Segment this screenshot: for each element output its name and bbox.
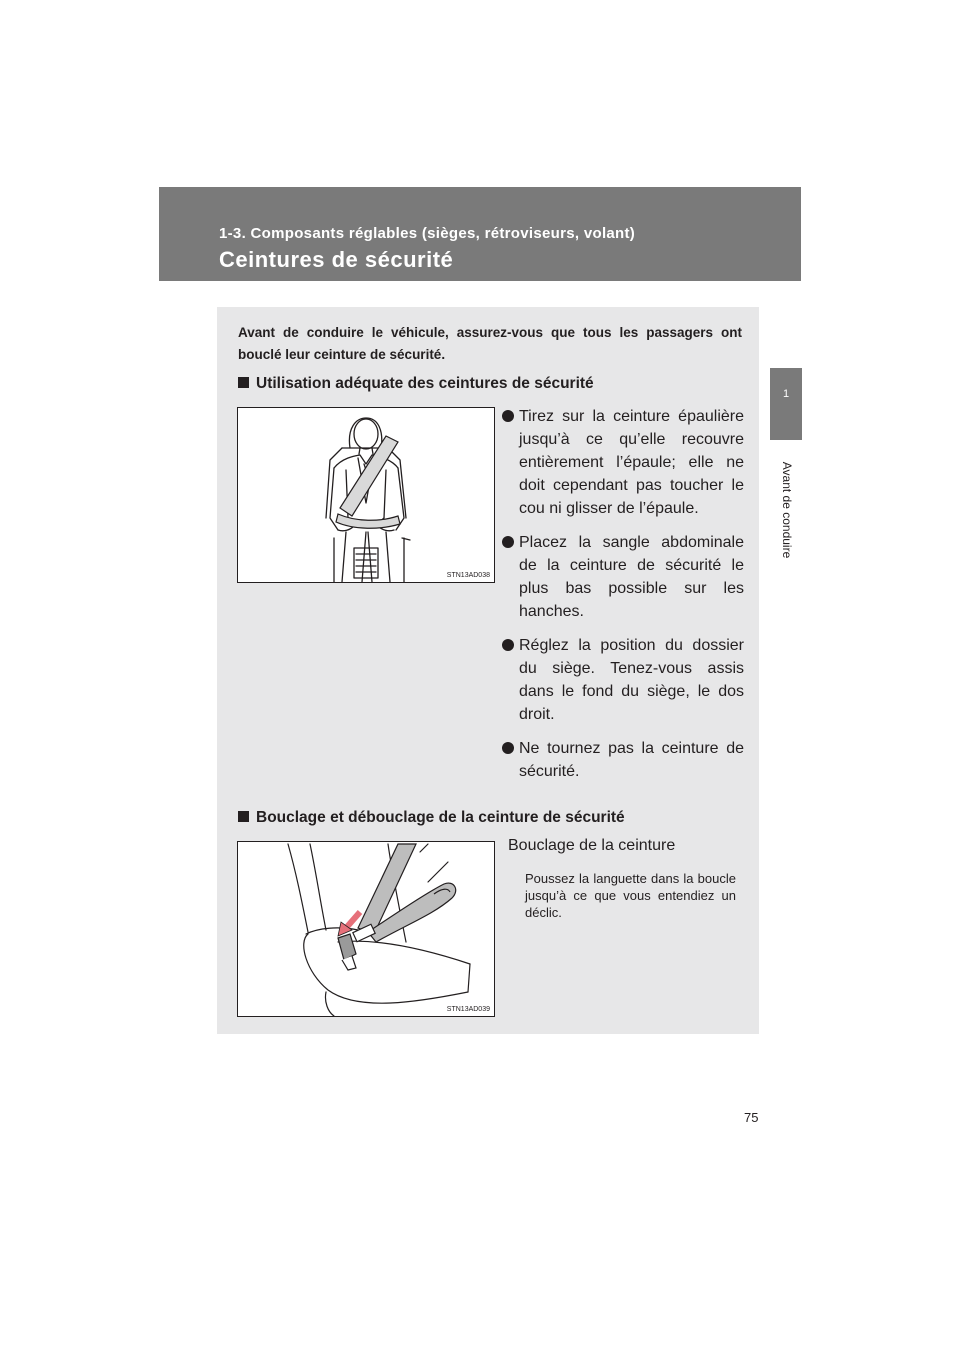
content-panel (217, 307, 759, 1034)
figure-seated-passenger (237, 407, 495, 583)
buckling-subtitle: Bouclage de la ceinture (508, 837, 676, 854)
bullet-item (502, 634, 744, 726)
bullet-dot-icon (502, 639, 514, 651)
bullet-text: Réglez la position du dossier du siège. Tenez-vous assis dans le fond du siège, le dos droit. (519, 637, 744, 723)
square-bullet-icon (238, 377, 249, 388)
section-heading-buckling-text: Bouclage et débouclage de la ceinture de sécurité (256, 809, 625, 826)
bullet-list (502, 405, 744, 794)
bullet-dot-icon (502, 536, 514, 548)
figure-code: STN13AD038 (446, 572, 490, 579)
bullet-text: Ne tournez pas la ceinture de sécurité. (519, 740, 744, 780)
square-bullet-icon (238, 811, 249, 822)
bullet-item (502, 737, 744, 783)
buckle-illustration (238, 842, 494, 1016)
buckling-text: Poussez la languette dans la boucle jusqu’à ce que vous entendiez un déclic. (525, 871, 736, 920)
page-number: 75 (744, 1110, 759, 1125)
page-title: Ceintures de sécurité (219, 247, 454, 272)
chapter-number: 1 (782, 388, 790, 400)
section-heading-buckling (238, 809, 625, 827)
figure-buckling (237, 841, 495, 1017)
figure-code: STN13AD039 (446, 1006, 490, 1013)
bullet-dot-icon (502, 410, 514, 422)
chapter-header (159, 187, 801, 281)
chapter-tab (770, 368, 802, 440)
seated-passenger-illustration (238, 408, 494, 582)
chapter-label-text: Avant de conduire (780, 461, 794, 559)
bullet-text: Tirez sur la ceinture épaulière jusqu’à ce qu’elle recouvre entièrement l’épaule; elle ne doit cependant pas toucher le cou ni glisser de l’épaule. (519, 408, 744, 517)
bullet-dot-icon (502, 742, 514, 754)
section-heading-usage-text: Utilisation adéquate des ceintures de sécurité (256, 375, 594, 392)
bullet-text: Placez la sangle abdominale de la ceinture de sécurité le plus bas possible sur les hanches. (519, 534, 744, 620)
section-title: 1-3. Composants réglables (sièges, rétroviseurs, volant) (219, 225, 636, 242)
bullet-item (502, 405, 744, 520)
bullet-item (502, 531, 744, 623)
intro-text: Avant de conduire le véhicule, assurez-vous que tous les passagers ont bouclé leur ceinture de sécurité. (238, 325, 742, 362)
section-heading-usage (238, 375, 594, 393)
chapter-label (760, 440, 814, 580)
